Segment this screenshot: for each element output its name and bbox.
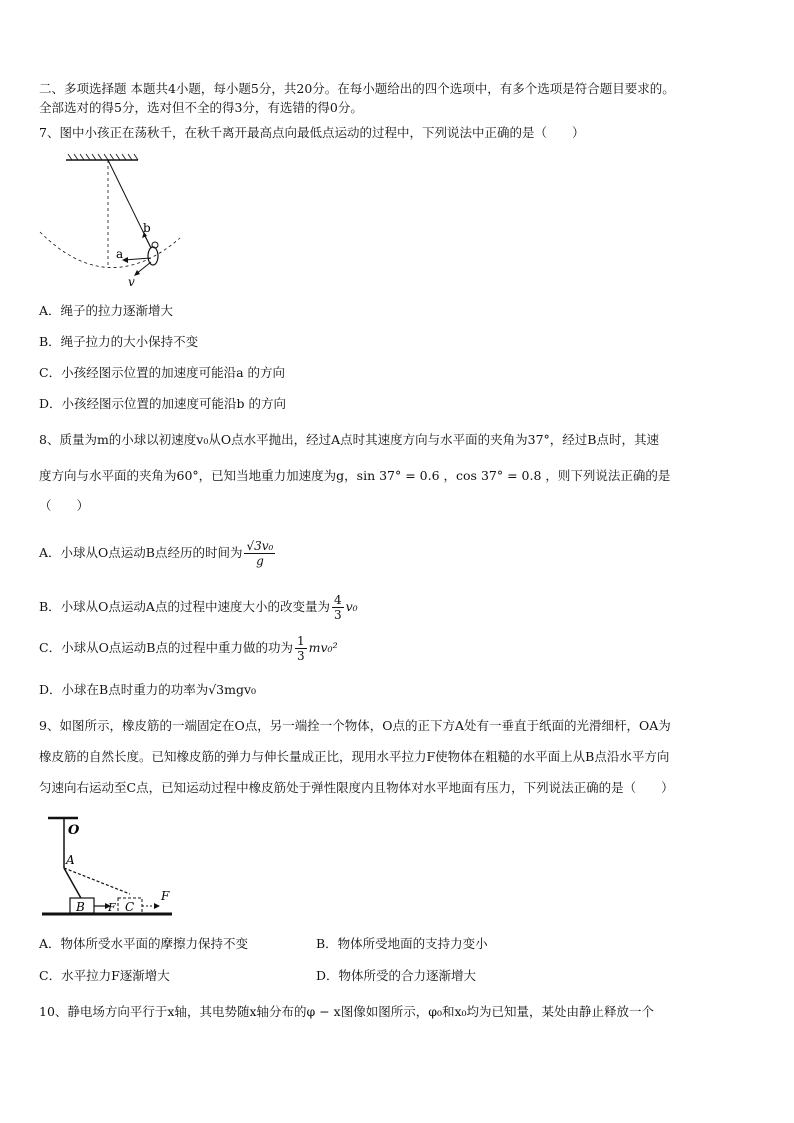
q9-label-C: C [125, 900, 135, 914]
q8-option-a-fraction [244, 539, 275, 568]
q8-stem-line1: 8、质量为m的小球以初速度v₀从O点水平抛出，经过A点时其速度方向与水平面的夹角为37°，经过B点时，其速 [39, 432, 659, 447]
q7-label-b: b [143, 221, 151, 235]
q7-option-a: A．绳子的拉力逐渐增大 [39, 303, 174, 318]
q9-option-d: D．物体所受的合力逐渐增大 [316, 968, 477, 983]
q9-stem-line3: 匀速向右运动至C点，已知运动过程中橡皮筋处于弹性限度内且物体对水平地面有压力，下列说法正确的是（ ） [39, 780, 674, 795]
q8-option-b-text: B．小球从O点运动A点的过程中速度大小的改变量为 [39, 599, 330, 614]
q8-option-c [39, 628, 338, 668]
q9-label-A: A [66, 853, 75, 867]
q9-rubber-band-figure [38, 812, 188, 922]
q7-label-v: v [128, 275, 135, 289]
q9-label-F1: F [108, 901, 116, 914]
q8-option-a-text: A．小球从O点运动B点经历的时间为 [39, 545, 243, 560]
q8-option-a [39, 533, 277, 573]
q9-label-F2: F [161, 889, 170, 903]
q8-stem-line2: 度方向与水平面的夹角为60°，已知当地重力加速度为g，sin 37° = 0.6 ，cos 37° = 0.8 ，则下列说法正确的是 [39, 468, 671, 483]
q7-option-b: B．绳子拉力的大小保持不变 [39, 334, 199, 349]
q9-label-B: B [76, 900, 85, 914]
q8-option-c-text: C．小球从O点运动B点的过程中重力做的功为 [39, 640, 293, 655]
q8-option-c-denominator: 3 [297, 649, 305, 663]
q8-option-a-numerator: √3v₀ [246, 539, 274, 553]
q7-option-d: D．小孩经图示位置的加速度可能沿b 的方向 [39, 396, 286, 411]
q7-option-c: C．小孩经图示位置的加速度可能沿a 的方向 [39, 365, 285, 380]
q7-label-a: a [116, 247, 124, 261]
q8-option-b-fraction [332, 593, 344, 622]
q8-option-d: D．小球在B点时重力的功率为√3mgv₀ [39, 682, 257, 697]
q8-option-c-tail: mv₀² [308, 640, 338, 655]
q9-option-b: B．物体所受地面的支持力变小 [316, 936, 488, 951]
q9-stem-line2: 橡皮筋的自然长度。已知橡皮筋的弹力与伸长量成正比，现用水平拉力F使物体在粗糙的水平面上从B点沿水平方向 [39, 749, 670, 764]
q7-swing-figure [38, 150, 188, 290]
section-instructions-line2: 全部选对的得5分，选对但不全的得3分，有选错的得0分。 [39, 100, 363, 115]
q9-label-O: O [68, 823, 80, 838]
q8-option-b [39, 587, 358, 627]
q9-stem-line1: 9、如图所示，橡皮筋的一端固定在O点，另一端拴一个物体，O点的正下方A处有一垂直于纸面的光滑细杆，OA为 [39, 718, 671, 733]
q8-option-b-tail: v₀ [345, 599, 358, 614]
q10-stem-line1: 10、静电场方向平行于x轴，其电势随x轴分布的φ − x图像如图所示，φ₀和x₀均为已知量，某处由静止释放一个 [39, 1004, 655, 1019]
q8-option-b-numerator: 4 [333, 593, 342, 607]
q9-option-c: C．水平拉力F逐渐增大 [39, 968, 170, 983]
section-instructions-line1: 二、多项选择题 本题共4小题，每小题5分，共20分。在每小题给出的四个选项中，有多个选项是符合题目要求的。 [39, 81, 675, 96]
q8-option-b-denominator: 3 [333, 608, 342, 622]
q8-option-c-numerator: 1 [297, 634, 305, 648]
q8-stem-line3: （ ） [39, 498, 90, 513]
q8-option-c-fraction [295, 634, 307, 663]
q8-option-a-denominator: g [256, 554, 264, 568]
q9-option-a: A．物体所受水平面的摩擦力保持不变 [39, 936, 249, 951]
q7-stem: 7、图中小孩正在荡秋千，在秋千离开最高点向最低点运动的过程中，下列说法中正确的是（ ） [39, 125, 585, 140]
